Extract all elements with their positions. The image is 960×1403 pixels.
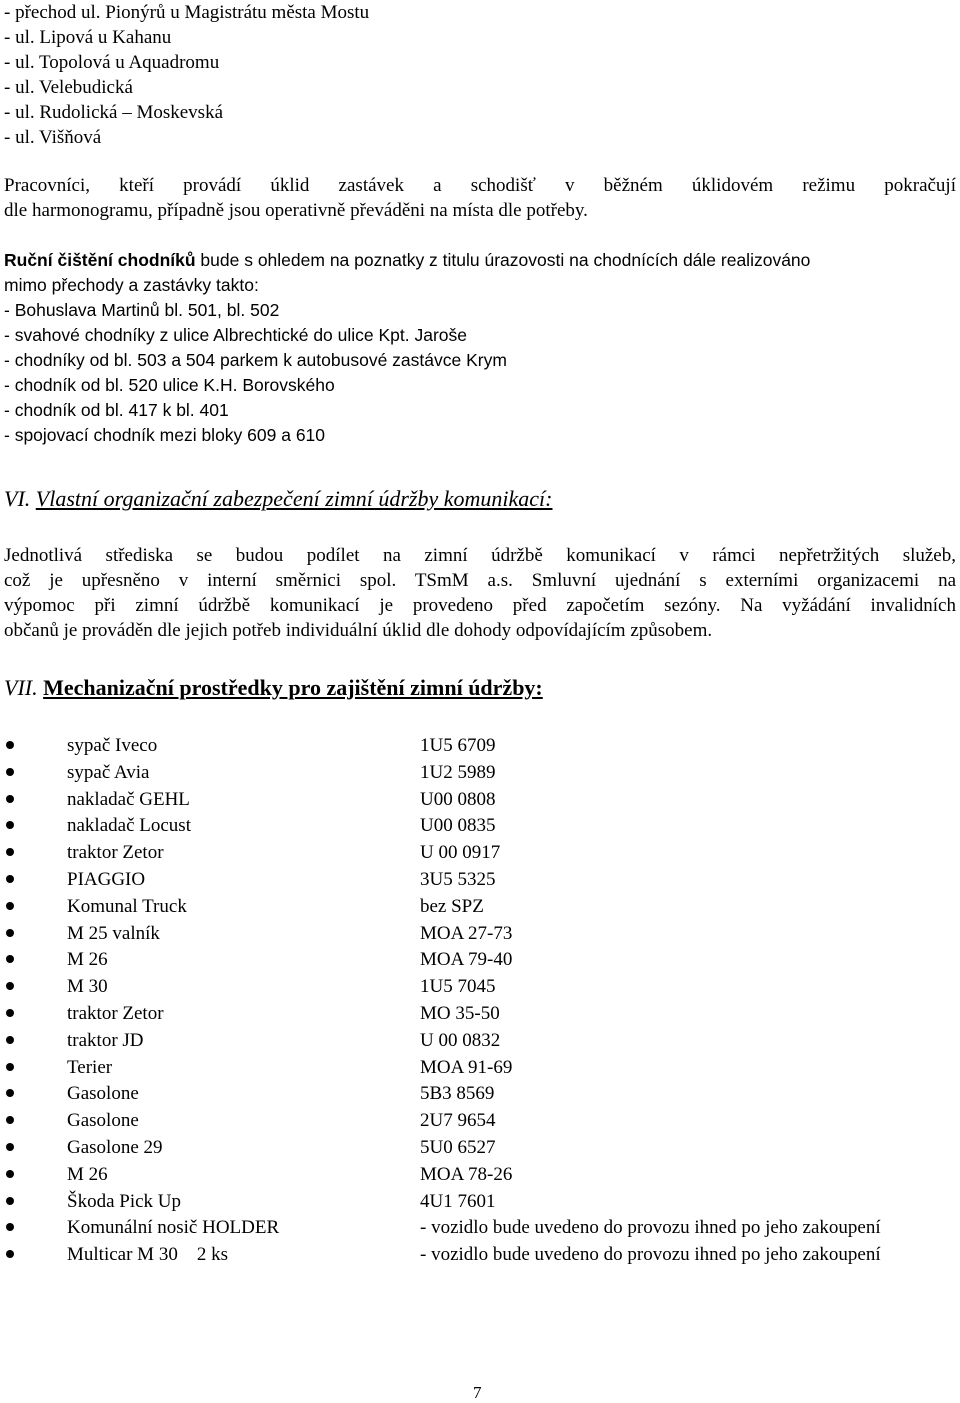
vehicle-plate: 4U1 7601 [420, 1190, 496, 1212]
vehicle-plate: MOA 91-69 [420, 1056, 513, 1078]
cleaning-item: - svahové chodníky z ulice Albrechtické do ulice Kpt. Jaroše [4, 325, 468, 345]
manual-cleaning-rest: bude s ohledem na poznatky z titulu úrazovosti na chodnících dále realizováno [195, 250, 811, 270]
vehicle-row [0, 946, 960, 973]
bullet-icon [6, 955, 14, 963]
vehicle-name: Terier [67, 1056, 113, 1078]
vehicle-row [0, 1188, 960, 1215]
bullet-icon [6, 1250, 14, 1258]
section-vi-number: VI. [4, 486, 31, 511]
vehicle-row [0, 973, 960, 1000]
vehicle-name: M 30 [67, 976, 108, 998]
vehicle-row [0, 1027, 960, 1054]
vehicle-name: M 25 valník [67, 922, 160, 944]
vehicle-plate: 5U0 6527 [420, 1137, 496, 1158]
vehicle-plate: - vozidlo bude uvedeno do provozu ihned po jeho zakoupení [420, 1217, 881, 1239]
section-vi-line: výpomoc při zimní údržbě komunikací je provedeno před započetím sezóny. Na vyžádání invalidních [4, 595, 956, 616]
cleaning-item: - chodník od bl. 417 k bl. 401 [4, 400, 229, 420]
vehicle-name: Škoda Pick Up [67, 1190, 181, 1212]
vehicle-name: PIAGGIO [67, 869, 146, 890]
bullet-icon [6, 821, 14, 829]
vehicle-row [0, 1080, 960, 1107]
vehicle-row [0, 1134, 960, 1161]
stop-item: - ul. Višňová [4, 127, 102, 148]
cleaning-item: - Bohuslava Martinů bl. 501, bl. 502 [4, 300, 280, 320]
section-vi-title: Vlastní organizační zabezpečení zimní údržby komunikací: [35, 486, 553, 511]
vehicle-name: traktor Zetor [67, 1003, 164, 1024]
bullet-icon [6, 768, 14, 776]
section-vi-line: Jednotlivá střediska se budou podílet na zimní údržbě komunikací v rámci nepřetržitých služeb, [4, 545, 956, 566]
section-vi-line: občanů je prováděn dle jejich potřeb individuální úklid dle dohody odpovídajícím způsobem. [4, 620, 713, 641]
bullet-icon [6, 1089, 14, 1097]
vehicle-plate: - vozidlo bude uvedeno do provozu ihned po jeho zakoupení [420, 1244, 881, 1266]
vehicle-name: nakladač Locust [67, 815, 191, 837]
bullet-icon [6, 875, 14, 883]
vehicle-name: M 26 [67, 949, 108, 971]
manual-cleaning-line2: mimo přechody a zastávky takto: [4, 275, 259, 295]
vehicle-row [0, 786, 960, 813]
stop-item: - ul. Lipová u Kahanu [4, 27, 172, 48]
vehicle-row [0, 1000, 960, 1027]
vehicle-row [0, 1107, 960, 1134]
vehicle-plate: 5B3 8569 [420, 1083, 495, 1105]
vehicle-row [0, 839, 960, 866]
section-vi-heading [4, 484, 553, 514]
cleaning-item: - chodník od bl. 520 ulice K.H. Borovského [4, 375, 335, 395]
vehicle-plate: U 00 0832 [420, 1029, 501, 1051]
vehicle-row [0, 812, 960, 839]
vehicle-plate: 1U2 5989 [420, 761, 496, 783]
bullet-icon [6, 1223, 14, 1231]
section-vii-title: Mechanizační prostředky pro zajištění zimní údržby: [43, 675, 543, 700]
cleaning-item: - spojovací chodník mezi bloky 609 a 610 [4, 425, 326, 445]
workers-paragraph-line2: dle harmonogramu, případně jsou operativně převáděni na místa dle potřeby. [4, 200, 588, 221]
bullet-icon [6, 1116, 14, 1124]
vehicle-row [0, 920, 960, 947]
vehicle-name: nakladač GEHL [67, 788, 190, 810]
bullet-icon [6, 902, 14, 910]
vehicle-name: Gasolone [67, 1110, 139, 1132]
vehicle-name: M 26 [67, 1163, 108, 1185]
vehicle-name: Gasolone [67, 1083, 139, 1105]
vehicle-row [0, 759, 960, 786]
manual-cleaning-lead: Ruční čištění chodníků [4, 250, 196, 270]
bullet-icon [6, 1197, 14, 1205]
workers-paragraph-line1: Pracovníci, kteří provádí úklid zastávek a schodišť v běžném úklidovém režimu pokračují [4, 175, 956, 196]
vehicle-plate: MOA 78-26 [420, 1163, 513, 1185]
vehicle-row [0, 1241, 960, 1268]
vehicle-row [0, 732, 960, 759]
stop-item: - přechod ul. Pionýrů u Magistrátu města Mostu [4, 2, 370, 23]
vehicle-plate: MOA 79-40 [420, 949, 513, 971]
bullet-icon [6, 982, 14, 990]
vehicle-plate: U 00 0917 [420, 842, 501, 864]
vehicle-row [0, 893, 960, 920]
vehicle-name: Gasolone 29 [67, 1137, 163, 1158]
bullet-icon [6, 1063, 14, 1071]
vehicle-name: Komunální nosič HOLDER [67, 1217, 280, 1239]
bullet-icon [6, 1143, 14, 1151]
page-number: 7 [473, 1383, 482, 1402]
stop-item: - ul. Rudolická – Moskevská [4, 102, 224, 123]
vehicle-name: sypač Iveco [67, 735, 158, 756]
bullet-icon [6, 1036, 14, 1044]
bullet-icon [6, 741, 14, 749]
section-vi-line: což je upřesněno v interní směrnici spol. TSmM a.s. Smluvní ujednání s externími organizacemi na [4, 570, 956, 591]
vehicle-row [0, 1054, 960, 1081]
bullet-icon [6, 1009, 14, 1017]
vehicle-plate: U00 0808 [420, 788, 496, 810]
section-vii-heading [4, 673, 543, 703]
vehicle-plate: MOA 27-73 [420, 922, 513, 944]
vehicle-name: Komunal Truck [67, 895, 187, 917]
section-vii-number: VII. [4, 675, 38, 700]
vehicle-name: Multicar M 30 2 ks [67, 1244, 228, 1266]
stop-item: - ul. Topolová u Aquadromu [4, 52, 220, 73]
vehicle-row [0, 1214, 960, 1241]
vehicle-plate: MO 35-50 [420, 1003, 500, 1024]
cleaning-item: - chodníky od bl. 503 a 504 parkem k autobusové zastávce Krym [4, 350, 507, 370]
vehicle-plate: U00 0835 [420, 815, 496, 837]
vehicle-name: traktor Zetor [67, 842, 164, 864]
vehicle-plate: bez SPZ [420, 895, 484, 917]
stop-item: - ul. Velebudická [4, 77, 133, 98]
manual-cleaning-line1 [4, 248, 810, 273]
vehicle-name: sypač Avia [67, 761, 150, 783]
vehicle-row [0, 1161, 960, 1188]
vehicle-plate: 1U5 6709 [420, 735, 496, 756]
bullet-icon [6, 1170, 14, 1178]
vehicle-row [0, 866, 960, 893]
vehicle-name: traktor JD [67, 1029, 144, 1051]
bullet-icon [6, 929, 14, 937]
vehicle-plate: 2U7 9654 [420, 1110, 496, 1132]
bullet-icon [6, 848, 14, 856]
bullet-icon [6, 795, 14, 803]
vehicle-plate: 1U5 7045 [420, 976, 496, 998]
vehicle-plate: 3U5 5325 [420, 869, 496, 890]
